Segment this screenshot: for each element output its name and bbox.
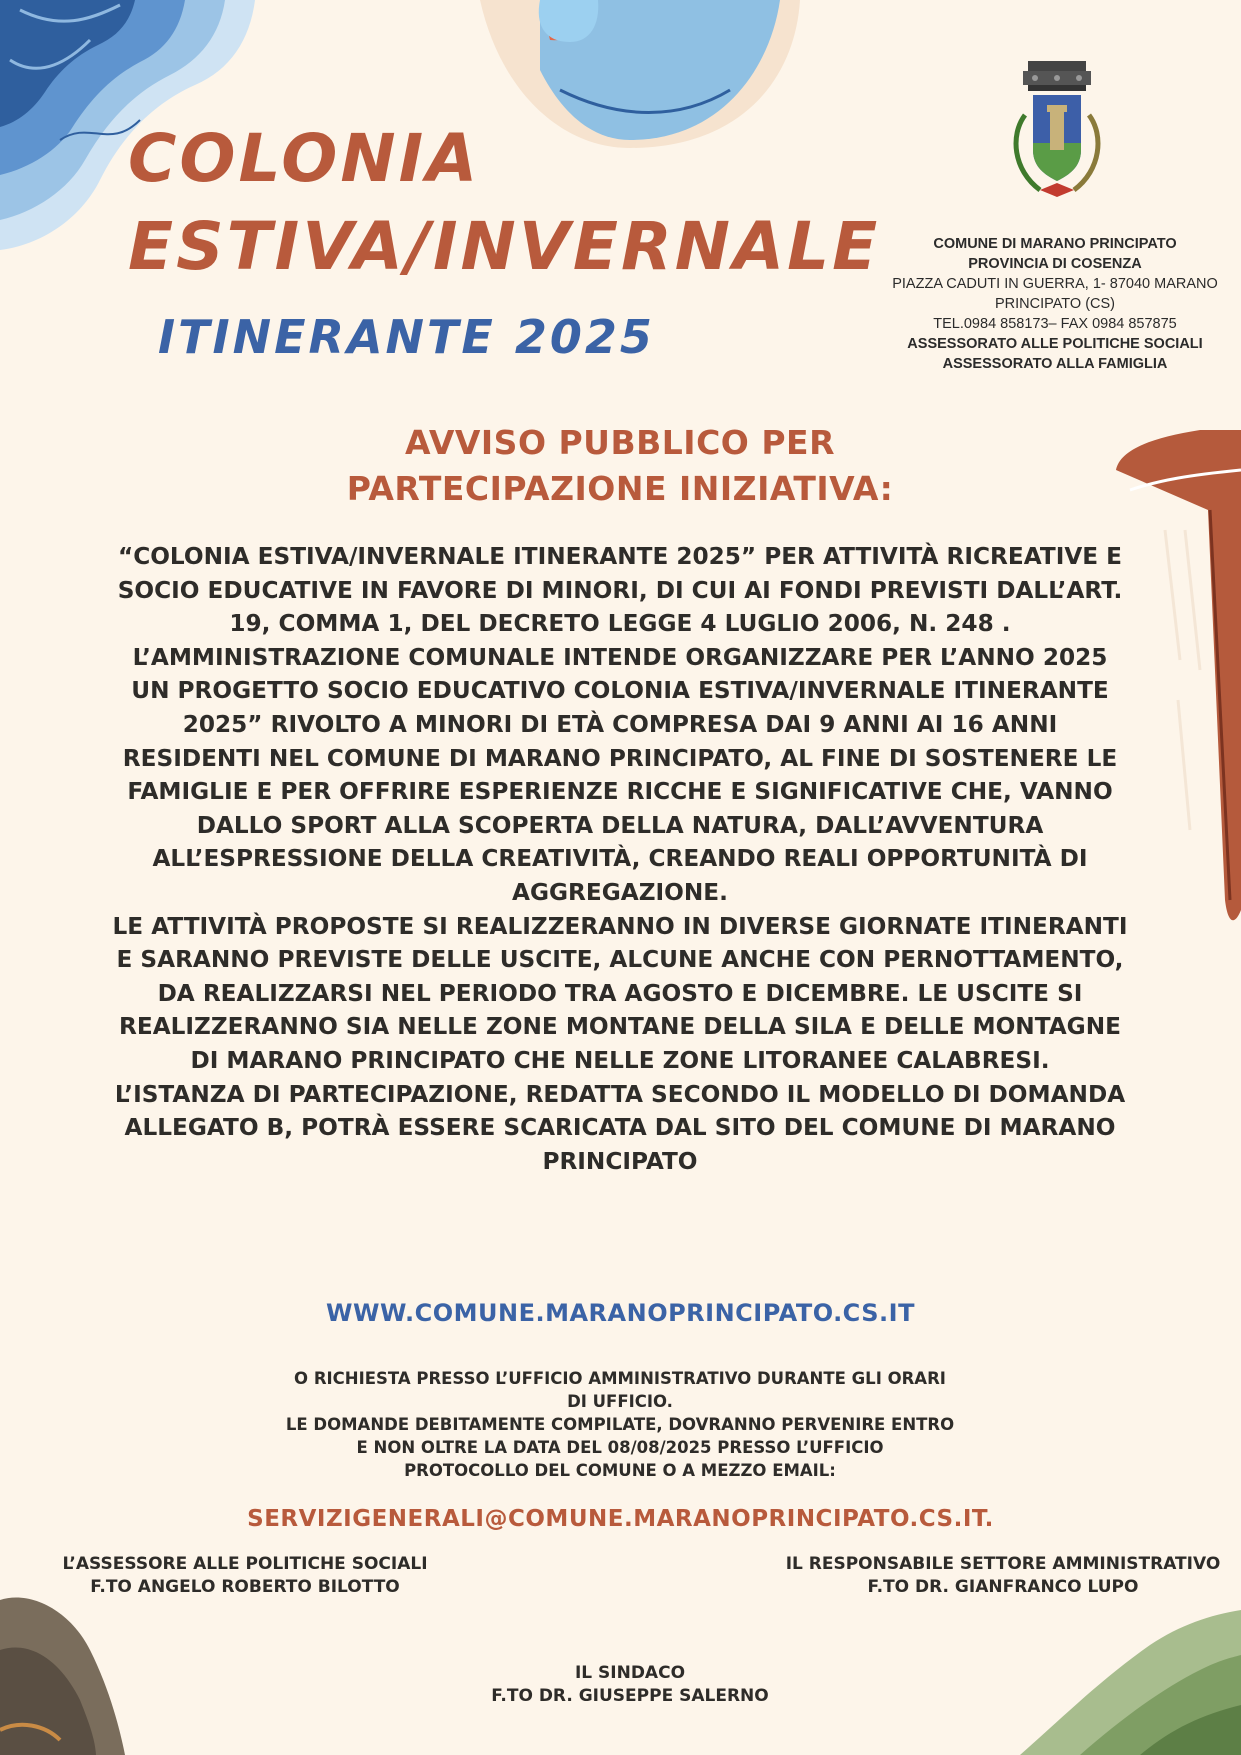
richiesta-line-2: DI UFFICIO. xyxy=(567,1392,673,1411)
avviso-heading xyxy=(200,420,1040,512)
avviso-line-2: PARTECIPAZIONE INIZIATIVA: xyxy=(346,469,894,508)
richiesta-line-4: E NON OLTRE LA DATA DEL 08/08/2025 PRESSO L’UFFICIO xyxy=(356,1438,884,1457)
comune-office-family: ASSESSORATO ALLA FAMIGLIA xyxy=(942,356,1168,372)
comune-address-2: PRINCIPATO (CS) xyxy=(994,296,1116,312)
email-link[interactable]: SERVIZIGENERALI@COMUNE.MARANOPRINCIPATO.CS.IT. xyxy=(247,1506,994,1532)
signature-assessore xyxy=(40,1553,450,1599)
notice-body xyxy=(110,540,1130,1178)
body-paragraph-4: L’ISTANZA DI PARTECIPAZIONE, REDATTA SECONDO IL MODELLO DI DOMANDA ALLEGATO B, POTRÀ ESSERE SCARICATA DAL SITO DEL COMUNE DI MARANO PRINCIPATO xyxy=(114,1080,1126,1175)
website-link[interactable]: WWW.COMUNE.MARANOPRINCIPATO.CS.IT xyxy=(326,1299,915,1327)
signature-sindaco xyxy=(420,1662,840,1708)
assessore-role: L’ASSESSORE ALLE POLITICHE SOCIALI xyxy=(62,1554,428,1574)
sindaco-role: IL SINDACO xyxy=(574,1663,686,1683)
body-paragraph-1: “COLONIA ESTIVA/INVERNALE ITINERANTE 2025” PER ATTIVITÀ RICREATIVE E SOCIO EDUCATIVE IN FAVORE DI MINORI, DI CUI AI FONDI PREVISTI DALL’ART. 19, COMMA 1, DEL DECRETO LEGGE 4 LUGLIO 2006, N. 248 . xyxy=(117,543,1123,638)
sindaco-name: F.TO DR. GIUSEPPE SALERNO xyxy=(491,1686,769,1706)
comune-office-social: ASSESSORATO ALLE POLITICHE SOCIALI xyxy=(907,336,1203,352)
richiesta-info xyxy=(260,1367,980,1482)
richiesta-line-5: PROTOCOLLO DEL COMUNE O A MEZZO EMAIL: xyxy=(404,1461,836,1480)
avviso-line-1: AVVISO PUBBLICO PER xyxy=(405,423,835,462)
mountain-decoration xyxy=(1020,1610,1241,1755)
title-colonia: COLONIA xyxy=(128,120,481,197)
body-paragraph-3: LE ATTIVITÀ PROPOSTE SI REALIZZERANNO IN DIVERSE GIORNATE ITINERANTI E SARANNO PREVISTE DELLE USCITE, ALCUNE ANCHE CON PERNOTTAMENTO, DA REALIZZARSI NEL PERIODO TRA AGOSTO E DICEMBRE. LE USCITE SI REALIZZERANNO SIA NELLE ZONE MONTANE DELLA SILA E DELLE MONTAGNE DI MARANO PRINCIPATO CHE NELLE ZONE LITORANEE CALABRESI. xyxy=(112,912,1128,1074)
responsabile-name: F.TO DR. GIANFRANCO LUPO xyxy=(867,1577,1139,1597)
hat-decoration xyxy=(0,1590,130,1755)
ball-decoration xyxy=(480,0,800,150)
coat-of-arms-emblem xyxy=(995,55,1120,210)
comune-province: PROVINCIA DI COSENZA xyxy=(968,256,1142,272)
responsabile-role: IL RESPONSABILE SETTORE AMMINISTRATIVO xyxy=(785,1554,1221,1574)
body-paragraph-2: L’AMMINISTRAZIONE COMUNALE INTENDE ORGANIZZARE PER L’ANNO 2025 UN PROGETTO SOCIO EDUCATIVO COLONIA ESTIVA/INVERNALE ITINERANTE 2025” RIVOLTO A MINORI DI ETÀ COMPRESA DAI 9 ANNI AI 16 ANNI RESIDENTI NEL COMUNE DI MARANO PRINCIPATO, AL FINE DI SOSTENERE LE FAMIGLIE E PER OFFRIRE ESPERIENZE RICCHE E SIGNIFICATIVE CHE, VANNO DALLO SPORT ALLA SCOPERTA DELLA NATURA, DALL’AVVENTURA ALL’ESPRESSIONE DELLA CREATIVITÀ, CREANDO REALI OPPORTUNITÀ DI AGGREGAZIONE. xyxy=(122,643,1118,906)
comune-phone: TEL.0984 858173– FAX 0984 857875 xyxy=(933,316,1177,332)
comune-info xyxy=(880,234,1230,374)
comune-name: COMUNE DI MARANO PRINCIPATO xyxy=(933,236,1177,252)
signature-responsabile xyxy=(770,1553,1236,1599)
title-itinerante: ITINERANTE 2025 xyxy=(158,310,655,364)
richiesta-line-1: O RICHIESTA PRESSO L’UFFICIO AMMINISTRATIVO DURANTE GLI ORARI xyxy=(294,1369,946,1388)
richiesta-line-3: LE DOMANDE DEBITAMENTE COMPILATE, DOVRANNO PERVENIRE ENTRO xyxy=(285,1415,955,1434)
title-estiva-invernale: ESTIVA/INVERNALE xyxy=(128,208,881,285)
assessore-name: F.TO ANGELO ROBERTO BILOTTO xyxy=(90,1577,400,1597)
comune-address-1: PIAZZA CADUTI IN GUERRA, 1- 87040 MARANO xyxy=(892,276,1218,292)
